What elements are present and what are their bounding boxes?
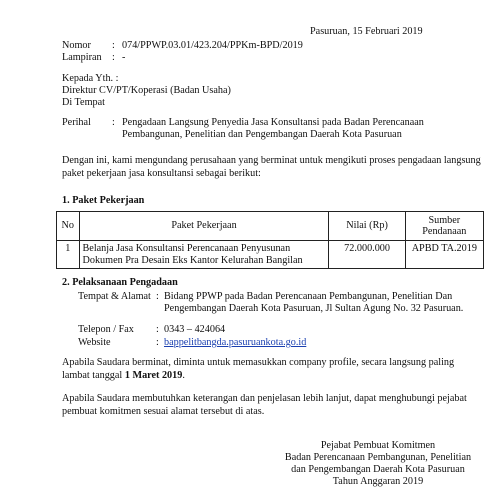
perihal-colon: :	[112, 117, 115, 128]
lampiran-colon: :	[112, 52, 115, 63]
website-colon: :	[156, 337, 159, 348]
tempat-label: Tempat & Alamat	[78, 291, 151, 302]
signature-line2: Badan Perencanaan Pembangunan, Penelitian	[284, 452, 472, 463]
closing-1-period: .	[182, 369, 185, 381]
nomor-label: Nomor	[62, 40, 91, 51]
header-no: No	[57, 212, 80, 241]
header-nilai: Nilai (Rp)	[329, 212, 405, 241]
header-sumber: Sumber Pendanaan	[405, 212, 483, 241]
signature-line3: dan Pengembangan Daerah Kota Pasuruan	[291, 464, 465, 475]
closing-1-text: Apabila Saudara berminat, diminta untuk memasukkan company profile, secara langsung paling lambat tanggal	[62, 357, 455, 381]
header-paket: Paket Pekerjaan	[79, 212, 329, 241]
cell-paket: Belanja Jasa Konsultansi Perencanaan Penyusunan Dokumen Pra Desain Eks Kantor Kelurahan Bangilan	[79, 241, 329, 269]
telepon-value: 0343 – 424064	[164, 324, 226, 335]
tempat-colon: :	[156, 291, 159, 302]
nomor-colon: :	[112, 40, 115, 51]
recipient-line1: Kepada Yth. :	[62, 73, 119, 84]
section-paket-title: 1. Paket Pekerjaan	[62, 195, 145, 206]
header-cut-line	[0, 0, 500, 4]
cell-no: 1	[57, 241, 80, 269]
paket-table	[56, 211, 484, 269]
telepon-label: Telepon / Fax	[78, 324, 134, 335]
perihal-label: Perihal	[62, 117, 91, 128]
intro-paragraph: Dengan ini, kami mengundang perusahaan yang berminat untuk mengikuti proses pengadaan langsung paket pekerjaan jasa konsultansi sebagai berikut:	[62, 155, 481, 179]
closing-paragraph-2: Apabila Saudara membutuhkan keterangan dan penjelasan lebih lanjut, dapat menghubungi pejabat pembuat komitmen sesuai alamat tersebut di atas.	[62, 393, 467, 417]
perihal-text: Pengadaan Langsung Penyedia Jasa Konsultansi pada Badan Perencanaan Pembangunan, Penelitian dan Pengembangan Daerah Kota Pasuruan	[122, 117, 424, 140]
signature-line1: Pejabat Pembuat Komitmen	[320, 440, 436, 451]
telepon-colon: :	[156, 324, 159, 335]
table-header-row	[57, 212, 484, 241]
closing-1-deadline: 1 Maret 2019	[124, 369, 183, 381]
lampiran-label: Lampiran	[62, 52, 102, 63]
website-label: Website	[78, 337, 111, 348]
cell-nilai: 72.000.000	[329, 241, 405, 269]
tempat-value: Bidang PPWP pada Badan Perencanaan Pembangunan, Penelitian Dan Pengembangan Daerah Kota Pasuruan, Jl Sultan Agung No. 32 Pasuruan.	[164, 291, 464, 314]
signature-line4: Tahun Anggaran 2019	[332, 476, 424, 487]
cell-sumber: APBD TA.2019	[405, 241, 483, 269]
nomor-value: 074/PPWP.03.01/423.204/PPKm-BPD/2019	[122, 40, 303, 51]
letter-date: Pasuruan, 15 Februari 2019	[310, 26, 423, 37]
lampiran-value: -	[122, 52, 126, 63]
recipient-line2: Direktur CV/PT/Koperasi (Badan Usaha)	[62, 85, 231, 96]
table-row	[57, 241, 484, 269]
section-pelaksanaan-title: 2. Pelaksanaan Pengadaan	[62, 277, 178, 288]
website-link[interactable]: bappelitbangda.pasuruankota.go.id	[164, 337, 307, 348]
recipient-line3: Di Tempat	[62, 97, 105, 108]
closing-paragraph-1	[62, 357, 484, 382]
